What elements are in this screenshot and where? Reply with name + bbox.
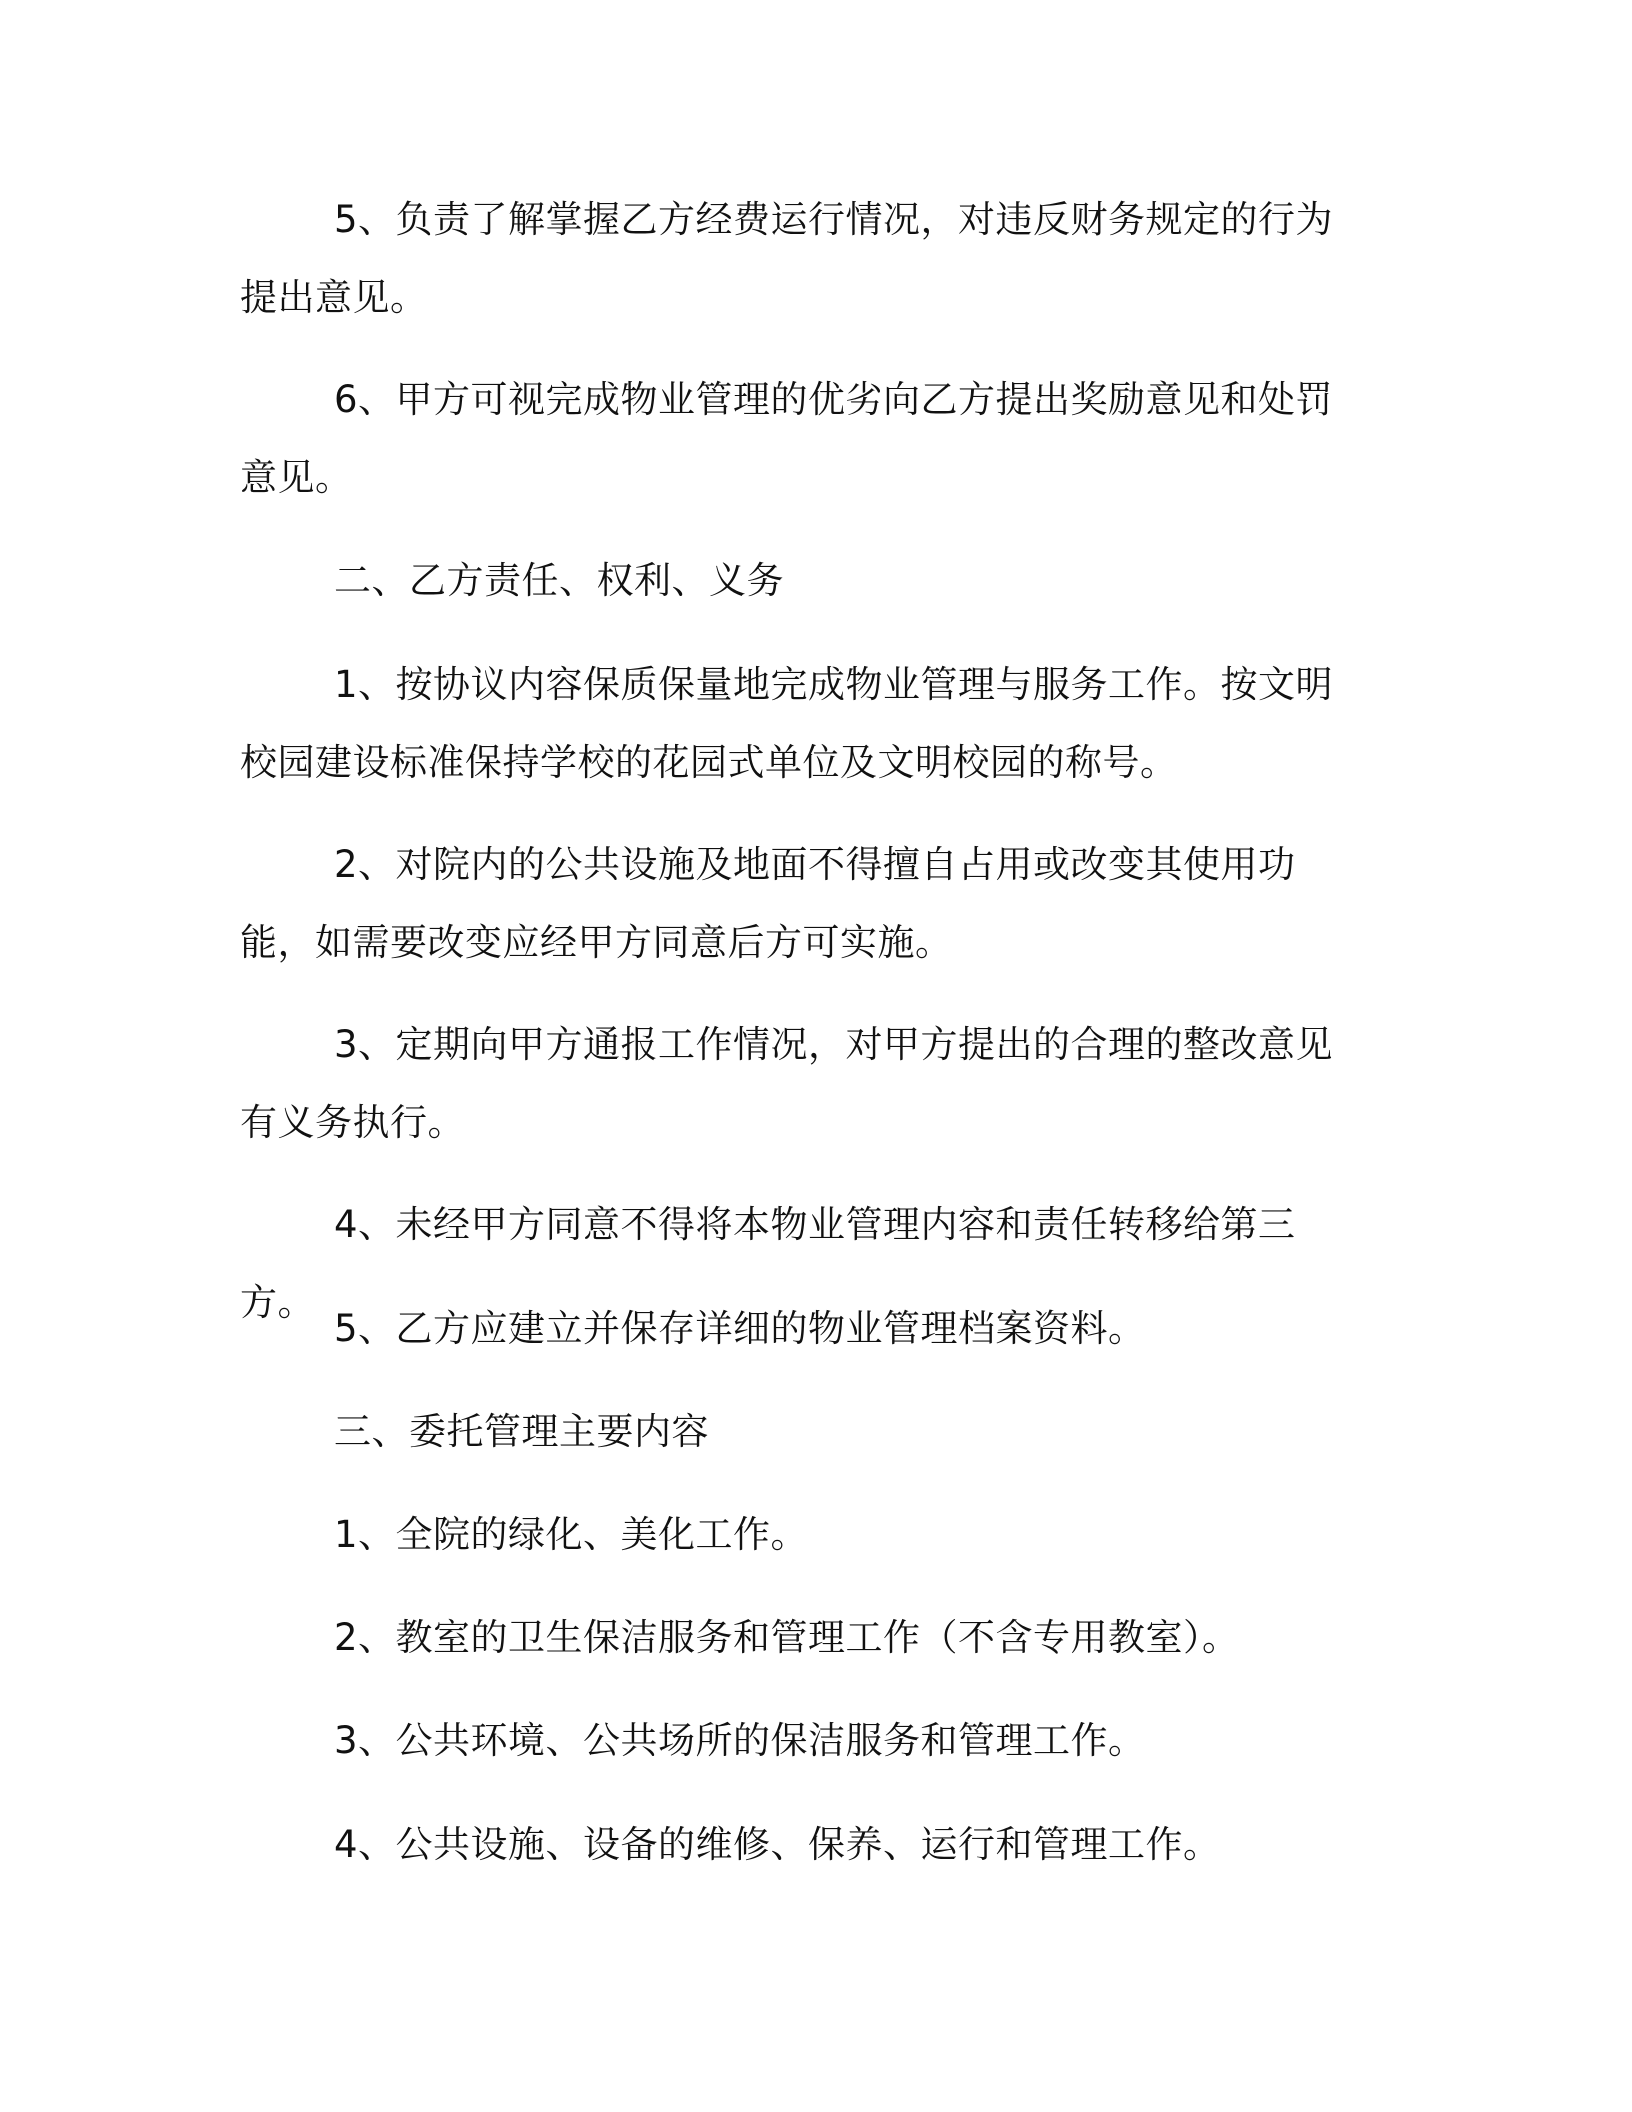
paragraph-c-item-3: 3、公共环境、公共场所的保洁服务和管理工作。 <box>334 1719 1146 1762</box>
paragraph-b-item-4: 4、未经甲方同意不得将本物业管理内容和责任转移给第三方。 <box>240 1203 1296 1324</box>
paragraph-c-item-1: 1、全院的绿化、美化工作。 <box>334 1513 809 1556</box>
paragraph-b-item-2: 2、对院内的公共设施及地面不得擅自占用或改变其使用功能，如需要改变应经甲方同意后方可实施。 <box>240 843 1296 964</box>
paragraph-b-item-1: 1、按协议内容保质保量地完成物业管理与服务工作。按文明校园建设标准保持学校的花园式单位及文明校园的称号。 <box>240 663 1334 784</box>
section-heading-management-content: 三、委托管理主要内容 <box>334 1410 709 1453</box>
paragraph-b-item-3: 3、定期向甲方通报工作情况，对甲方提出的合理的整改意见有义务执行。 <box>240 1023 1334 1144</box>
paragraph-b-item-5: 5、乙方应建立并保存详细的物业管理档案资料。 <box>334 1307 1146 1350</box>
section-heading-party-b: 二、乙方责任、权利、义务 <box>334 559 784 602</box>
paragraph-item-5-finance-supervision: 5、负责了解掌握乙方经费运行情况，对违反财务规定的行为提出意见。 <box>240 198 1334 319</box>
paragraph-item-6-reward-penalty: 6、甲方可视完成物业管理的优劣向乙方提出奖励意见和处罚意见。 <box>240 378 1334 499</box>
paragraph-c-item-4: 4、公共设施、设备的维修、保养、运行和管理工作。 <box>334 1823 1221 1866</box>
paragraph-c-item-2: 2、教室的卫生保洁服务和管理工作（不含专用教室）。 <box>334 1616 1240 1659</box>
